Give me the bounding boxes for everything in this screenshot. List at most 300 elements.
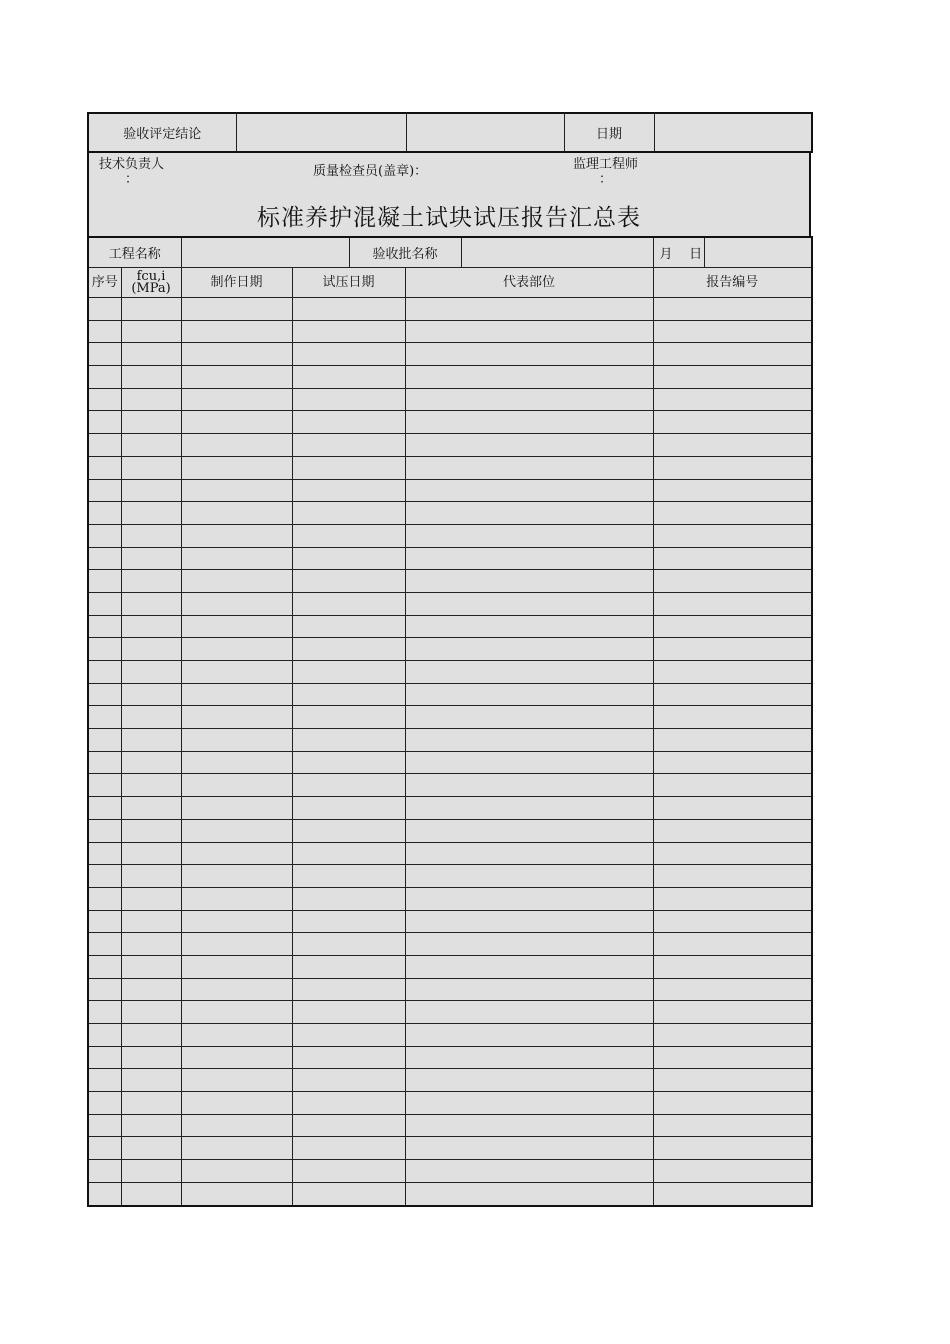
make-date-cell[interactable] — [181, 411, 292, 434]
make-date-cell[interactable] — [181, 343, 292, 366]
test-date-cell[interactable] — [292, 570, 405, 593]
part-cell[interactable] — [405, 842, 653, 865]
seq-cell[interactable] — [88, 751, 121, 774]
part-cell[interactable] — [405, 524, 653, 547]
test-date-cell[interactable] — [292, 502, 405, 525]
report-no-cell[interactable] — [653, 1069, 812, 1092]
seq-cell[interactable] — [88, 933, 121, 956]
report-no-cell[interactable] — [653, 615, 812, 638]
seq-cell[interactable] — [88, 1024, 121, 1047]
report-no-cell[interactable] — [653, 502, 812, 525]
report-no-cell[interactable] — [653, 343, 812, 366]
report-no-cell[interactable] — [653, 955, 812, 978]
test-date-cell[interactable] — [292, 865, 405, 888]
report-no-cell[interactable] — [653, 1182, 812, 1205]
tech-lead-label: 技术负责人 ： — [99, 157, 165, 187]
part-cell[interactable] — [405, 1046, 653, 1069]
table-row — [88, 479, 812, 502]
test-date-cell[interactable] — [292, 1001, 405, 1024]
part-cell[interactable] — [405, 1182, 653, 1205]
fcu-cell[interactable] — [121, 933, 181, 956]
table-row — [88, 842, 812, 865]
part-cell[interactable] — [405, 774, 653, 797]
make-date-cell[interactable] — [181, 366, 292, 389]
report-no-cell[interactable] — [653, 479, 812, 502]
report-no-cell[interactable] — [653, 1046, 812, 1069]
report-sheet — [87, 112, 811, 1207]
make-date-cell[interactable] — [181, 865, 292, 888]
fcu-cell[interactable] — [121, 1024, 181, 1047]
page-title: 标准养护混凝土试块试压报告汇总表 — [257, 205, 641, 231]
table-row — [88, 1137, 812, 1160]
fcu-cell[interactable] — [121, 842, 181, 865]
month-day-label: 月 日 — [653, 237, 704, 268]
table-row — [88, 887, 812, 910]
part-cell[interactable] — [405, 434, 653, 457]
make-date-cell[interactable] — [181, 842, 292, 865]
report-no-cell[interactable] — [653, 865, 812, 888]
table-row — [88, 1182, 812, 1205]
seq-cell[interactable] — [88, 819, 121, 842]
seq-cell[interactable] — [88, 343, 121, 366]
table-row — [88, 570, 812, 593]
fcu-cell[interactable] — [121, 706, 181, 729]
col-seq: 序号 — [88, 268, 121, 298]
test-date-cell[interactable] — [292, 1137, 405, 1160]
fcu-cell[interactable] — [121, 1001, 181, 1024]
make-date-cell[interactable] — [181, 592, 292, 615]
test-date-cell[interactable] — [292, 797, 405, 820]
part-cell[interactable] — [405, 343, 653, 366]
make-date-cell[interactable] — [181, 479, 292, 502]
seq-cell[interactable] — [88, 638, 121, 661]
seq-cell[interactable] — [88, 479, 121, 502]
fcu-cell[interactable] — [121, 751, 181, 774]
fcu-cell[interactable] — [121, 1160, 181, 1183]
table-row — [88, 524, 812, 547]
seq-cell[interactable] — [88, 388, 121, 411]
make-date-cell[interactable] — [181, 933, 292, 956]
test-date-cell[interactable] — [292, 524, 405, 547]
make-date-cell[interactable] — [181, 1069, 292, 1092]
conclusion-cell-2[interactable] — [406, 113, 564, 152]
table-row — [88, 751, 812, 774]
test-date-cell[interactable] — [292, 887, 405, 910]
table-row — [88, 343, 812, 366]
part-cell[interactable] — [405, 1024, 653, 1047]
seq-cell[interactable] — [88, 615, 121, 638]
make-date-cell[interactable] — [181, 729, 292, 752]
report-no-cell[interactable] — [653, 706, 812, 729]
report-no-cell[interactable] — [653, 729, 812, 752]
report-no-cell[interactable] — [653, 320, 812, 343]
make-date-cell[interactable] — [181, 1024, 292, 1047]
report-no-cell[interactable] — [653, 434, 812, 457]
fcu-cell[interactable] — [121, 456, 181, 479]
make-date-cell[interactable] — [181, 320, 292, 343]
seq-cell[interactable] — [88, 547, 121, 570]
seq-cell[interactable] — [88, 1114, 121, 1137]
fcu-cell[interactable] — [121, 524, 181, 547]
fcu-cell[interactable] — [121, 910, 181, 933]
fcu-cell[interactable] — [121, 683, 181, 706]
table-row — [88, 615, 812, 638]
fcu-cell[interactable] — [121, 955, 181, 978]
table-row — [88, 1001, 812, 1024]
table-row — [88, 1046, 812, 1069]
test-date-cell[interactable] — [292, 706, 405, 729]
make-date-cell[interactable] — [181, 615, 292, 638]
part-cell[interactable] — [405, 1137, 653, 1160]
test-date-cell[interactable] — [292, 910, 405, 933]
part-cell[interactable] — [405, 910, 653, 933]
seq-cell[interactable] — [88, 978, 121, 1001]
report-no-cell[interactable] — [653, 1160, 812, 1183]
part-cell[interactable] — [405, 1114, 653, 1137]
test-date-cell[interactable] — [292, 1092, 405, 1115]
report-no-cell[interactable] — [653, 933, 812, 956]
report-no-cell[interactable] — [653, 1092, 812, 1115]
part-cell[interactable] — [405, 729, 653, 752]
test-date-cell[interactable] — [292, 366, 405, 389]
report-no-cell[interactable] — [653, 1001, 812, 1024]
part-cell[interactable] — [405, 570, 653, 593]
part-cell[interactable] — [405, 865, 653, 888]
test-date-cell[interactable] — [292, 774, 405, 797]
part-cell[interactable] — [405, 479, 653, 502]
make-date-cell[interactable] — [181, 524, 292, 547]
make-date-cell[interactable] — [181, 570, 292, 593]
part-cell[interactable] — [405, 298, 653, 321]
table-body — [88, 298, 812, 1206]
fcu-cell[interactable] — [121, 978, 181, 1001]
test-date-cell[interactable] — [292, 933, 405, 956]
seq-cell[interactable] — [88, 570, 121, 593]
col-part: 代表部位 — [405, 268, 653, 298]
batch-name-label: 验收批名称 — [349, 237, 461, 268]
fcu-cell[interactable] — [121, 570, 181, 593]
fcu-cell[interactable] — [121, 661, 181, 684]
test-date-cell[interactable] — [292, 842, 405, 865]
report-no-cell[interactable] — [653, 570, 812, 593]
make-date-cell[interactable] — [181, 1092, 292, 1115]
report-no-cell[interactable] — [653, 524, 812, 547]
fcu-cell[interactable] — [121, 434, 181, 457]
table-row — [88, 411, 812, 434]
part-cell[interactable] — [405, 751, 653, 774]
report-no-cell[interactable] — [653, 819, 812, 842]
col-report-no: 报告编号 — [653, 268, 812, 298]
report-no-cell[interactable] — [653, 751, 812, 774]
test-date-cell[interactable] — [292, 1046, 405, 1069]
seq-cell[interactable] — [88, 1137, 121, 1160]
report-table — [87, 236, 813, 1207]
part-cell[interactable] — [405, 388, 653, 411]
test-date-cell[interactable] — [292, 751, 405, 774]
table-row — [88, 502, 812, 525]
part-cell[interactable] — [405, 547, 653, 570]
seq-cell[interactable] — [88, 434, 121, 457]
report-no-cell[interactable] — [653, 638, 812, 661]
test-date-cell[interactable] — [292, 1024, 405, 1047]
part-cell[interactable] — [405, 887, 653, 910]
test-date-cell[interactable] — [292, 388, 405, 411]
table-row — [88, 933, 812, 956]
table-row — [88, 661, 812, 684]
fcu-cell[interactable] — [121, 320, 181, 343]
seq-cell[interactable] — [88, 1092, 121, 1115]
seq-cell[interactable] — [88, 298, 121, 321]
fcu-cell[interactable] — [121, 615, 181, 638]
conclusion-label: 验收评定结论 — [88, 113, 236, 152]
project-name-cell[interactable] — [181, 237, 349, 268]
part-cell[interactable] — [405, 706, 653, 729]
make-date-cell[interactable] — [181, 797, 292, 820]
test-date-cell[interactable] — [292, 729, 405, 752]
part-cell[interactable] — [405, 366, 653, 389]
fcu-cell[interactable] — [121, 638, 181, 661]
report-no-cell[interactable] — [653, 910, 812, 933]
fcu-cell[interactable] — [121, 366, 181, 389]
report-no-cell[interactable] — [653, 978, 812, 1001]
fcu-cell[interactable] — [121, 592, 181, 615]
table-row — [88, 865, 812, 888]
test-date-cell[interactable] — [292, 343, 405, 366]
inspector-label: 质量检查员(盖章)： — [313, 164, 428, 179]
make-date-cell[interactable] — [181, 978, 292, 1001]
report-no-cell[interactable] — [653, 1024, 812, 1047]
report-no-cell[interactable] — [653, 547, 812, 570]
report-no-cell[interactable] — [653, 683, 812, 706]
table-row — [88, 1114, 812, 1137]
col-make-date: 制作日期 — [181, 268, 292, 298]
report-no-cell[interactable] — [653, 411, 812, 434]
test-date-cell[interactable] — [292, 456, 405, 479]
seq-cell[interactable] — [88, 661, 121, 684]
seq-cell[interactable] — [88, 729, 121, 752]
make-date-cell[interactable] — [181, 751, 292, 774]
report-no-cell[interactable] — [653, 366, 812, 389]
make-date-cell[interactable] — [181, 887, 292, 910]
seq-cell[interactable] — [88, 1001, 121, 1024]
seq-cell[interactable] — [88, 456, 121, 479]
table-row — [88, 547, 812, 570]
make-date-cell[interactable] — [181, 1182, 292, 1205]
conclusion-cell-1[interactable] — [236, 113, 406, 152]
fcu-cell[interactable] — [121, 887, 181, 910]
part-cell[interactable] — [405, 411, 653, 434]
report-no-cell[interactable] — [653, 797, 812, 820]
table-row — [88, 456, 812, 479]
make-date-cell[interactable] — [181, 298, 292, 321]
make-date-cell[interactable] — [181, 547, 292, 570]
test-date-cell[interactable] — [292, 615, 405, 638]
table-row — [88, 298, 812, 321]
make-date-cell[interactable] — [181, 955, 292, 978]
test-date-cell[interactable] — [292, 434, 405, 457]
fcu-cell[interactable] — [121, 1137, 181, 1160]
test-date-cell[interactable] — [292, 978, 405, 1001]
seq-cell[interactable] — [88, 592, 121, 615]
seq-cell[interactable] — [88, 1069, 121, 1092]
fcu-cell[interactable] — [121, 502, 181, 525]
part-cell[interactable] — [405, 502, 653, 525]
part-cell[interactable] — [405, 1092, 653, 1115]
test-date-cell[interactable] — [292, 1182, 405, 1205]
part-cell[interactable] — [405, 456, 653, 479]
report-no-cell[interactable] — [653, 456, 812, 479]
test-date-cell[interactable] — [292, 955, 405, 978]
test-date-cell[interactable] — [292, 320, 405, 343]
part-cell[interactable] — [405, 592, 653, 615]
part-cell[interactable] — [405, 1160, 653, 1183]
test-date-cell[interactable] — [292, 547, 405, 570]
test-date-cell[interactable] — [292, 638, 405, 661]
seq-cell[interactable] — [88, 502, 121, 525]
part-cell[interactable] — [405, 933, 653, 956]
fcu-cell[interactable] — [121, 1046, 181, 1069]
report-no-cell[interactable] — [653, 774, 812, 797]
make-date-cell[interactable] — [181, 502, 292, 525]
test-date-cell[interactable] — [292, 683, 405, 706]
seq-cell[interactable] — [88, 1182, 121, 1205]
make-date-cell[interactable] — [181, 1114, 292, 1137]
table-row — [88, 1092, 812, 1115]
seq-cell[interactable] — [88, 797, 121, 820]
seq-cell[interactable] — [88, 955, 121, 978]
fcu-cell[interactable] — [121, 343, 181, 366]
test-date-cell[interactable] — [292, 592, 405, 615]
table-row — [88, 978, 812, 1001]
make-date-cell[interactable] — [181, 1137, 292, 1160]
seq-cell[interactable] — [88, 774, 121, 797]
seq-cell[interactable] — [88, 524, 121, 547]
make-date-cell[interactable] — [181, 638, 292, 661]
test-date-cell[interactable] — [292, 1114, 405, 1137]
fcu-cell[interactable] — [121, 797, 181, 820]
table-row — [88, 320, 812, 343]
part-cell[interactable] — [405, 683, 653, 706]
table-row — [88, 955, 812, 978]
make-date-cell[interactable] — [181, 1046, 292, 1069]
test-date-cell[interactable] — [292, 298, 405, 321]
test-date-cell[interactable] — [292, 819, 405, 842]
part-cell[interactable] — [405, 955, 653, 978]
batch-name-cell[interactable] — [461, 237, 653, 268]
col-test-date: 试压日期 — [292, 268, 405, 298]
col-fcu: fcu,i (MPa) — [121, 268, 181, 298]
fcu-cell[interactable] — [121, 865, 181, 888]
seq-cell[interactable] — [88, 366, 121, 389]
make-date-cell[interactable] — [181, 1001, 292, 1024]
test-date-cell[interactable] — [292, 1160, 405, 1183]
fcu-cell[interactable] — [121, 479, 181, 502]
seq-cell[interactable] — [88, 1046, 121, 1069]
project-name-label: 工程名称 — [88, 237, 181, 268]
table-row — [88, 1024, 812, 1047]
fcu-cell[interactable] — [121, 1182, 181, 1205]
part-cell[interactable] — [405, 978, 653, 1001]
fcu-cell[interactable] — [121, 819, 181, 842]
report-no-cell[interactable] — [653, 1114, 812, 1137]
make-date-cell[interactable] — [181, 706, 292, 729]
fcu-cell[interactable] — [121, 1069, 181, 1092]
seq-cell[interactable] — [88, 865, 121, 888]
part-cell[interactable] — [405, 1069, 653, 1092]
seq-cell[interactable] — [88, 842, 121, 865]
fcu-cell[interactable] — [121, 298, 181, 321]
fcu-cell[interactable] — [121, 774, 181, 797]
test-date-cell[interactable] — [292, 479, 405, 502]
table-row — [88, 592, 812, 615]
seq-cell[interactable] — [88, 320, 121, 343]
make-date-cell[interactable] — [181, 456, 292, 479]
report-no-cell[interactable] — [653, 1137, 812, 1160]
seq-cell[interactable] — [88, 887, 121, 910]
fcu-cell[interactable] — [121, 729, 181, 752]
report-no-cell[interactable] — [653, 842, 812, 865]
part-cell[interactable] — [405, 797, 653, 820]
report-no-cell[interactable] — [653, 592, 812, 615]
supervisor-label: 监理工程师 ： — [573, 157, 639, 187]
month-day-cell[interactable] — [704, 237, 812, 268]
make-date-cell[interactable] — [181, 774, 292, 797]
date-cell[interactable] — [654, 113, 812, 152]
report-no-cell[interactable] — [653, 887, 812, 910]
test-date-cell[interactable] — [292, 411, 405, 434]
table-row — [88, 819, 812, 842]
test-date-cell[interactable] — [292, 1069, 405, 1092]
seq-cell[interactable] — [88, 706, 121, 729]
make-date-cell[interactable] — [181, 434, 292, 457]
report-no-cell[interactable] — [653, 388, 812, 411]
table-row — [88, 683, 812, 706]
table-row — [88, 706, 812, 729]
make-date-cell[interactable] — [181, 910, 292, 933]
report-no-cell[interactable] — [653, 298, 812, 321]
seq-cell[interactable] — [88, 683, 121, 706]
make-date-cell[interactable] — [181, 1160, 292, 1183]
test-date-cell[interactable] — [292, 661, 405, 684]
part-cell[interactable] — [405, 615, 653, 638]
fcu-cell[interactable] — [121, 411, 181, 434]
make-date-cell[interactable] — [181, 661, 292, 684]
table-row — [88, 1069, 812, 1092]
make-date-cell[interactable] — [181, 388, 292, 411]
make-date-cell[interactable] — [181, 683, 292, 706]
part-cell[interactable] — [405, 638, 653, 661]
fcu-cell[interactable] — [121, 547, 181, 570]
table-row — [88, 434, 812, 457]
fcu-cell[interactable] — [121, 1114, 181, 1137]
part-cell[interactable] — [405, 320, 653, 343]
seq-cell[interactable] — [88, 910, 121, 933]
table-row — [88, 388, 812, 411]
fcu-cell[interactable] — [121, 388, 181, 411]
table-row — [88, 910, 812, 933]
part-cell[interactable] — [405, 819, 653, 842]
make-date-cell[interactable] — [181, 819, 292, 842]
signature-row — [87, 153, 811, 236]
seq-cell[interactable] — [88, 411, 121, 434]
part-cell[interactable] — [405, 661, 653, 684]
table-row — [88, 729, 812, 752]
fcu-cell[interactable] — [121, 1092, 181, 1115]
report-no-cell[interactable] — [653, 661, 812, 684]
table-row — [88, 774, 812, 797]
part-cell[interactable] — [405, 1001, 653, 1024]
seq-cell[interactable] — [88, 1160, 121, 1183]
